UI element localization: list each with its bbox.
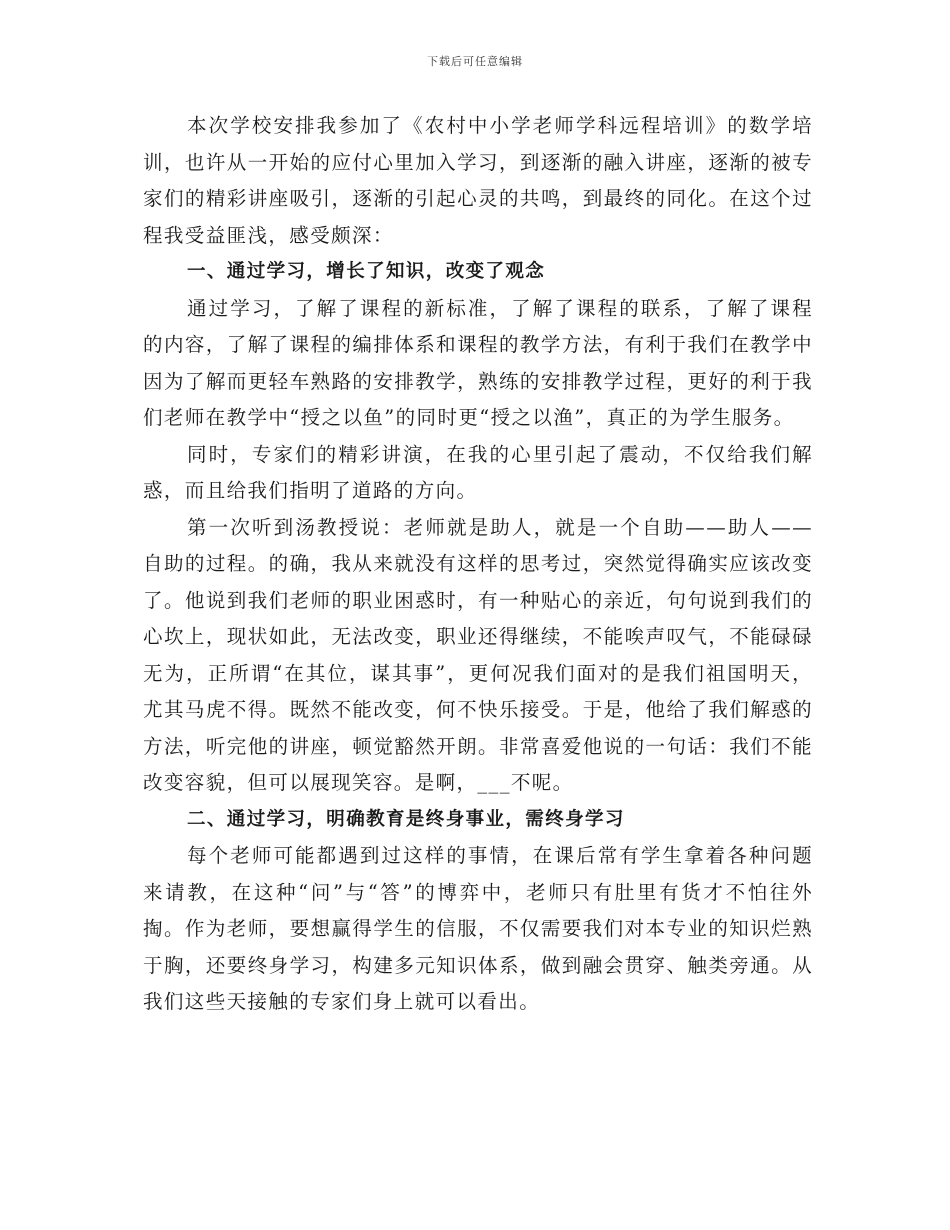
section1-paragraph-2: 同时，专家们的精彩讲演，在我的心里引起了震动，不仅给我们解惑，而且给我们指明了道路的方向。 xyxy=(143,442,813,502)
page-header: 下载后可任意编辑 xyxy=(427,55,523,68)
document-body xyxy=(143,108,813,1021)
section-heading-2: 二、通过学习，明确教育是终身事业，需终身学习 xyxy=(187,808,625,830)
section2-paragraph-1: 每个老师可能都遇到过这样的事情，在课后常有学生拿着各种问题来请教，在这种“问”与“答”的博弈中，老师只有肚里有货才不怕往外掏。作为老师，要想赢得学生的信服，不仅需要我们对本专业的知识烂熟于胸，还要终身学习，构建多元知识体系，做到融会贯穿、触类旁通。从我们这些天接触的专家们身上就可以看出。 xyxy=(143,844,813,1013)
intro-paragraph: 本次学校安排我参加了《农村中小学老师学科远程培训》的数学培训，也许从一开始的应付心里加入学习，到逐渐的融入讲座，逐渐的被专家们的精彩讲座吸引，逐渐的引起心灵的共鸣，到最终的同化。在这个过程我受益匪浅，感受颇深： xyxy=(143,114,813,247)
section1-paragraph-3: 第一次听到汤教授说：老师就是助人，就是一个自助——助人——自助的过程。的确，我从来就没有这样的思考过，突然觉得确实应该改变了。他说到我们老师的职业困惑时，有一种贴心的亲近，句句说到我们的心坎上，现状如此，无法改变，职业还得继续，不能唉声叹气，不能碌碌无为，正所谓“在其位，谋其事”，更何况我们面对的是我们祖国明天，尤其马虎不得。既然不能改变，何不快乐接受。于是，他给了我们解惑的方法，听完他的讲座，顿觉豁然开朗。非常喜爱他说的一句话：我们不能改变容貌，但可以展现笑容。是啊，___不呢。 xyxy=(143,515,813,794)
section-heading-1: 一、通过学习，增长了知识，改变了观念 xyxy=(187,261,546,282)
section1-paragraph-1: 通过学习，了解了课程的新标准，了解了课程的联系，了解了课程的内容，了解了课程的编排体系和课程的教学方法，有利于我们在教学中因为了解而更轻车熟路的安排教学，熟练的安排教学过程，更好的利于我们老师在教学中“授之以鱼”的同时更“授之以渔”，真正的为学生服务。 xyxy=(143,296,813,429)
